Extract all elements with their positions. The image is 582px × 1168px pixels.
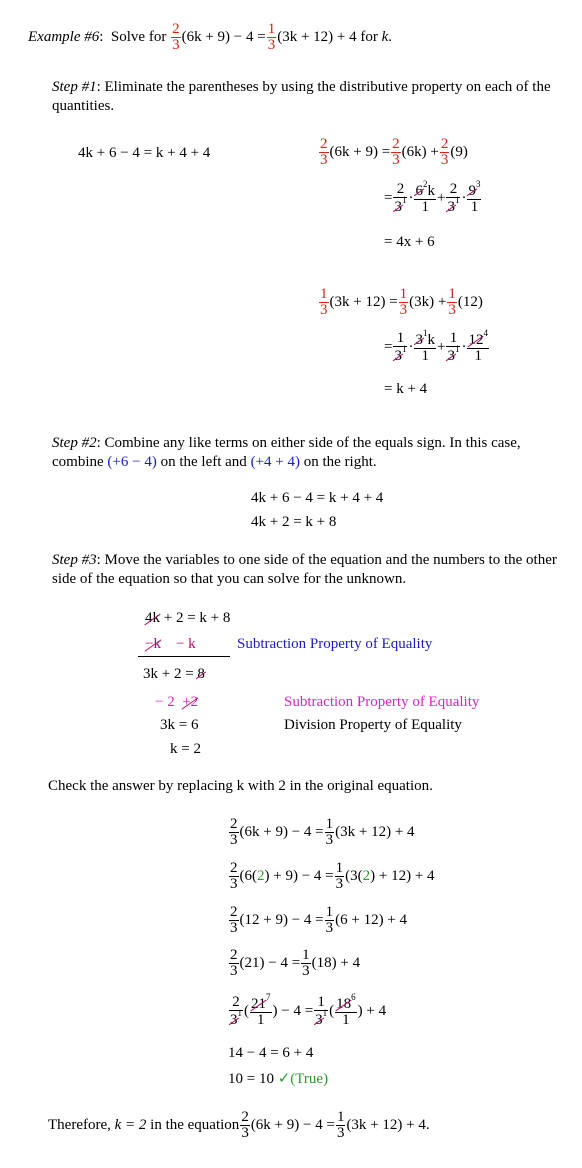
step3-row5: 3k = 6 bbox=[160, 717, 199, 733]
step3-label: Step #3 bbox=[52, 552, 97, 568]
step2-right-group: (+4 + 4) bbox=[250, 454, 300, 470]
step2-combine: combine bbox=[52, 454, 104, 470]
check-text: Check the answer by replacing k with 2 in the original equation. bbox=[48, 778, 433, 794]
step3-row3: 3k + 2 = 8 bbox=[143, 666, 205, 682]
step3-text bbox=[52, 551, 562, 589]
for-text: for bbox=[360, 29, 378, 45]
variable: k bbox=[381, 29, 389, 45]
check-mark-icon: ✓(True) bbox=[277, 1071, 329, 1087]
step3-row2: −k − k bbox=[145, 636, 196, 652]
check-line3: $\frac{2}{3}$ (12 + 9) − 4 = $\frac{1}{3}$ (6 + 12) + 4 bbox=[230, 904, 408, 936]
check-line6: 14 − 4 = 6 + 4 bbox=[228, 1045, 314, 1061]
step1-work-a-line1: $\frac{2}{3}$ (6k + 9) = $\frac{2}{3}$ (6k) + $\frac{2}{3}$ (9) bbox=[320, 136, 468, 168]
step3-row2-note: Subtraction Property of Equality bbox=[237, 636, 433, 652]
step1-text bbox=[52, 78, 552, 116]
example-label: Example #6 bbox=[28, 29, 100, 45]
check-line7: 10 = 10 ✓(True) bbox=[228, 1071, 329, 1087]
check-line2: $\frac{2}{3}$ (6( 2 ) + 9) − 4 = $\frac{1}{3}$ (3( 2 ) + 12) + 4 bbox=[230, 860, 435, 892]
step2-left-group: (+6 − 4) bbox=[107, 454, 157, 470]
period: . bbox=[388, 29, 393, 45]
step1-description: : Eliminate the parentheses by using the distributive property on each of the quantities. bbox=[52, 79, 551, 114]
step2-eq1: 4k + 6 − 4 = k + 4 + 4 bbox=[251, 490, 384, 506]
step3-row1: 4k + 2 = k + 8 bbox=[145, 610, 231, 626]
step1-work-a-line2: = $\frac{2}{3^1}$ · $\frac{6^2k}{1}$ + $\frac{2}{3^1}$ · $\frac{9^3}{1}$ bbox=[384, 179, 481, 215]
equation-lhs: (6k + 9) − 4 = bbox=[181, 29, 266, 45]
step2-text-line1: : Combine any like terms on either side of the equals sign. In this case, bbox=[96, 435, 521, 451]
step2-middle: on the left and bbox=[160, 454, 247, 470]
step3-row4-note: Subtraction Property of Equality bbox=[284, 694, 480, 710]
step3-description: : Move the variables to one side of the equation and the numbers to the other side of the equation so that you can solve for the unknown. bbox=[52, 552, 557, 587]
step1-work-b-line2: = $\frac{1}{3^1}$ · $\frac{3^1k}{1}$ + $\frac{1}{3^1}$ · $\frac{12^4}{1}$ bbox=[384, 328, 488, 364]
step3-divider bbox=[138, 656, 230, 657]
step3-row5-note: Division Property of Equality bbox=[284, 717, 462, 733]
example-heading: Example #6 : Solve for $\frac{2}{3}$ (6k + 9) − 4 = $\frac{1}{3}$ (3k + 12) + 4 for k . bbox=[28, 21, 393, 53]
conclusion: Therefore, k = 2 in the equation $\frac{2}{3}$ (6k + 9) − 4 = $\frac{1}{3}$ (3k + 12) + 4. bbox=[48, 1109, 430, 1141]
fraction: $\frac{2}{3}$ bbox=[172, 21, 180, 53]
check-line5: $\frac{2}{3^1}$ ( $\frac{21^7}{1}$ ) − 4 = $\frac{1}{3^1}$ ( $\frac{18^6}{1}$ ) + 4 bbox=[230, 992, 387, 1028]
step1-work-a-line3: = 4x + 6 bbox=[384, 234, 435, 250]
example-intro: Solve for bbox=[110, 29, 167, 45]
step2-end: on the right. bbox=[303, 454, 377, 470]
step2-text bbox=[52, 434, 562, 472]
step1-work-b-line3: = k + 4 bbox=[384, 381, 428, 397]
check-line4: $\frac{2}{3}$ (21) − 4 = $\frac{1}{3}$ (18) + 4 bbox=[230, 947, 361, 979]
equation-rhs: (3k + 12) + 4 bbox=[277, 29, 357, 45]
step3-row4: − 2 +2 bbox=[155, 694, 199, 710]
step3-row6: k = 2 bbox=[170, 741, 201, 757]
step1-label: Step #1 bbox=[52, 79, 97, 95]
check-line1: $\frac{2}{3}$ (6k + 9) − 4 = $\frac{1}{3}$ (3k + 12) + 4 bbox=[230, 816, 415, 848]
step1-work-b-line1: $\frac{1}{3}$ (3k + 12) = $\frac{1}{3}$ (3k) + $\frac{1}{3}$ (12) bbox=[320, 286, 483, 318]
step1-result: 4k + 6 − 4 = k + 4 + 4 bbox=[78, 145, 211, 161]
step2-label: Step #2 bbox=[52, 435, 97, 451]
fraction: $\frac{1}{3}$ bbox=[267, 21, 276, 53]
step2-eq2: 4k + 2 = k + 8 bbox=[251, 514, 337, 530]
